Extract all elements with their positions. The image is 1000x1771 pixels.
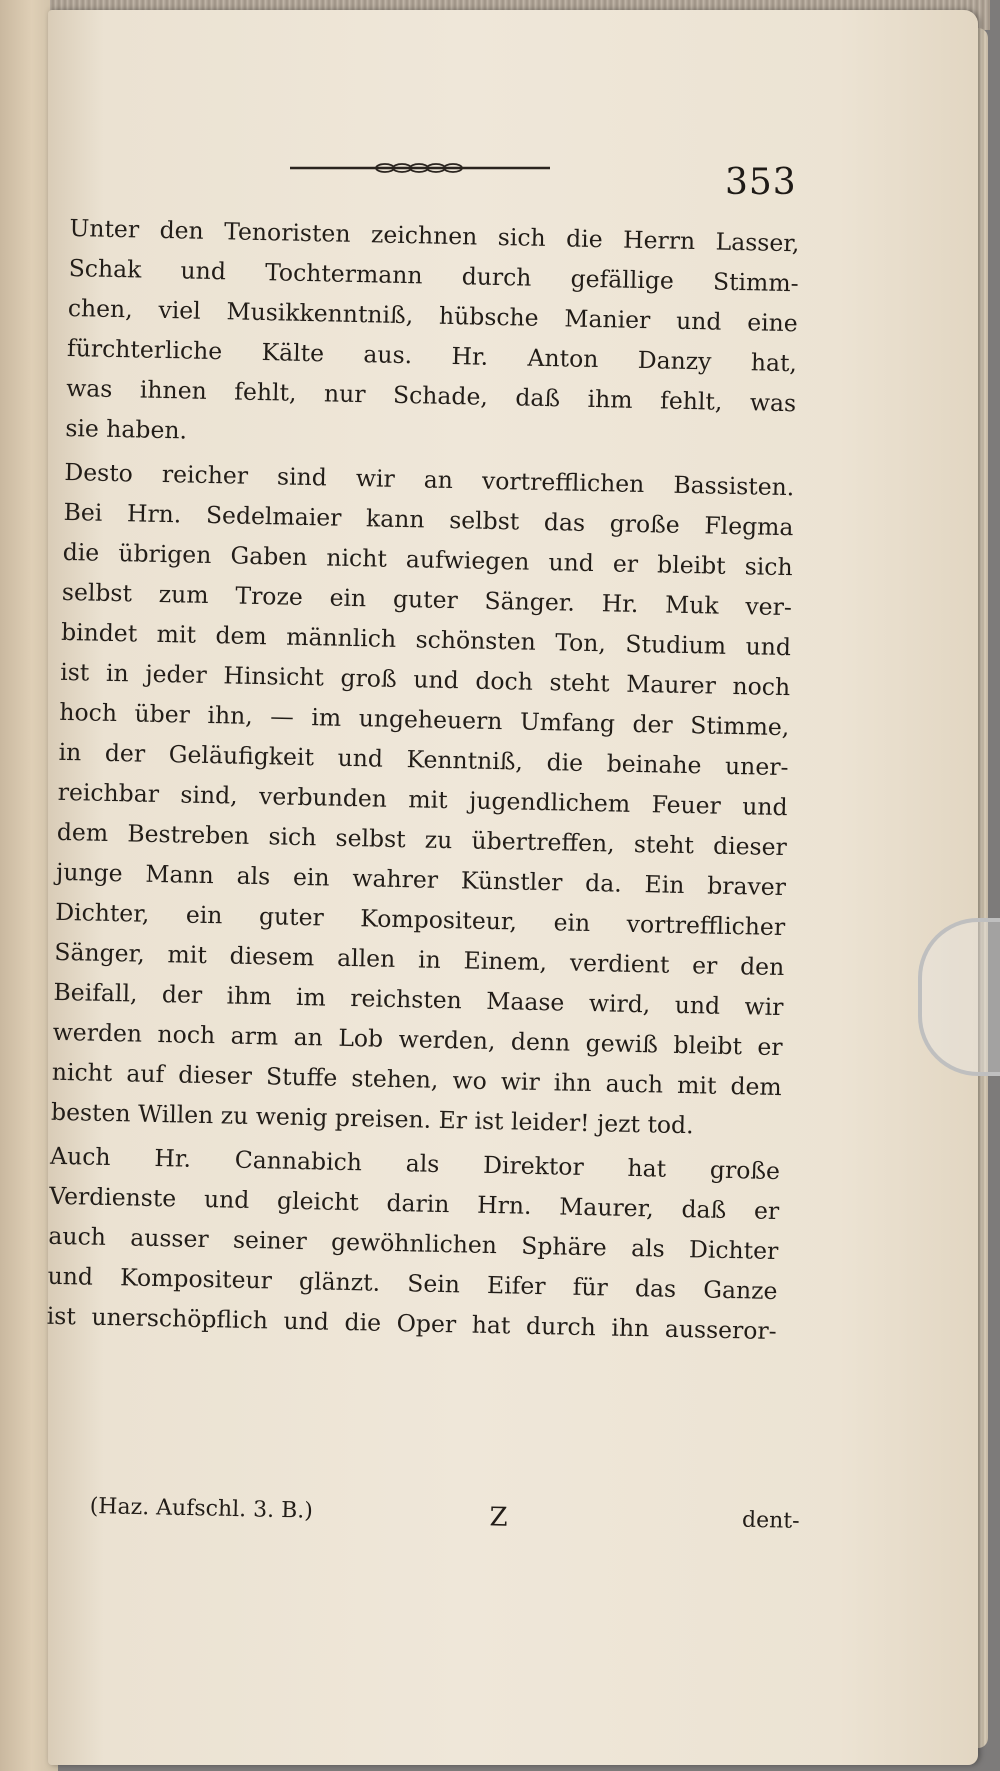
text-line: hoch über ihn, — im ungeheuern Umfang der Stimme, <box>59 697 790 742</box>
text-line: reichbar sind, verbunden mit jugendlichem Feuer und <box>57 777 788 822</box>
text-line: sie haben. <box>65 413 188 445</box>
text-line: dem Bestreben sich selbst zu übertreffen, steht dieser <box>56 817 788 862</box>
text-line: und Kompositeur glänzt. Sein Eifer für das Ganze <box>47 1261 778 1306</box>
text-line: ist in jeder Hinsicht groß und doch steht Maurer noch <box>59 657 791 702</box>
text-line: ist unerschöpflich und die Oper hat durch ihn ausseror- <box>46 1301 777 1346</box>
text-line: chen, viel Musikkenntniß, hübsche Manier und eine <box>67 293 799 338</box>
ornament-rule <box>290 160 550 176</box>
text-line: Verdienste und gleicht darin Hrn. Maurer, daß er <box>49 1181 780 1226</box>
text-line: Schak und Tochtermann durch gefällige Stimm- <box>68 253 799 298</box>
text-line: Sänger, mit diesem allen in Einem, verdient er den <box>54 937 785 982</box>
text-line: was ihnen fehlt, nur Schade, daß ihm fehlt, was <box>65 373 797 418</box>
text-line: fürchterliche Kälte aus. Hr. Anton Danzy hat, <box>66 333 798 378</box>
text-line: werden noch arm an Lob werden, denn gewiß bleibt er <box>52 1017 783 1062</box>
text-line: Bei Hrn. Sedelmaier kann selbst das große Flegma <box>63 497 794 542</box>
text-line: besten Willen zu wenig preisen. Er ist leider! jezt tod. <box>50 1097 694 1140</box>
text-line: auch ausser seiner gewöhnlichen Sphäre als Dichter <box>48 1221 779 1266</box>
text-line: selbst zum Troze ein guter Sänger. Hr. Muk ver- <box>61 577 793 622</box>
signature-mark: Z <box>489 1502 508 1533</box>
text-line: Auch Hr. Cannabich als Direktor hat große <box>49 1141 781 1186</box>
page-number: 353 <box>725 162 797 203</box>
signature-note: (Haz. Aufschl. 3. B.) <box>89 1494 314 1524</box>
thumb-index-tab <box>918 918 1000 1076</box>
text-line: Desto reicher sind wir an vortrefflichen Bassisten. <box>64 457 795 502</box>
text-line: die übrigen Gaben nicht aufwiegen und er bleibt sich <box>62 537 793 582</box>
text-line: in der Geläufigkeit und Kenntniß, die beinahe uner- <box>58 737 789 782</box>
body-text <box>46 208 799 1351</box>
text-line: nicht auf dieser Stuffe stehen, wo wir ihn auch mit dem <box>51 1057 783 1102</box>
text-line: Dichter, ein guter Kompositeur, ein vortrefflicher <box>54 897 786 942</box>
text-line: Beifall, der ihm im reichsten Maase wird, und wir <box>53 977 784 1022</box>
text-line: junge Mann als ein wahrer Künstler da. Ein braver <box>55 857 787 902</box>
text-line: Unter den Tenoristen zeichnen sich die Herrn Lasser, <box>69 213 800 258</box>
text-line: bindet mit dem männlich schönsten Ton, Studium und <box>60 617 792 662</box>
catchword: dent- <box>741 1507 800 1534</box>
